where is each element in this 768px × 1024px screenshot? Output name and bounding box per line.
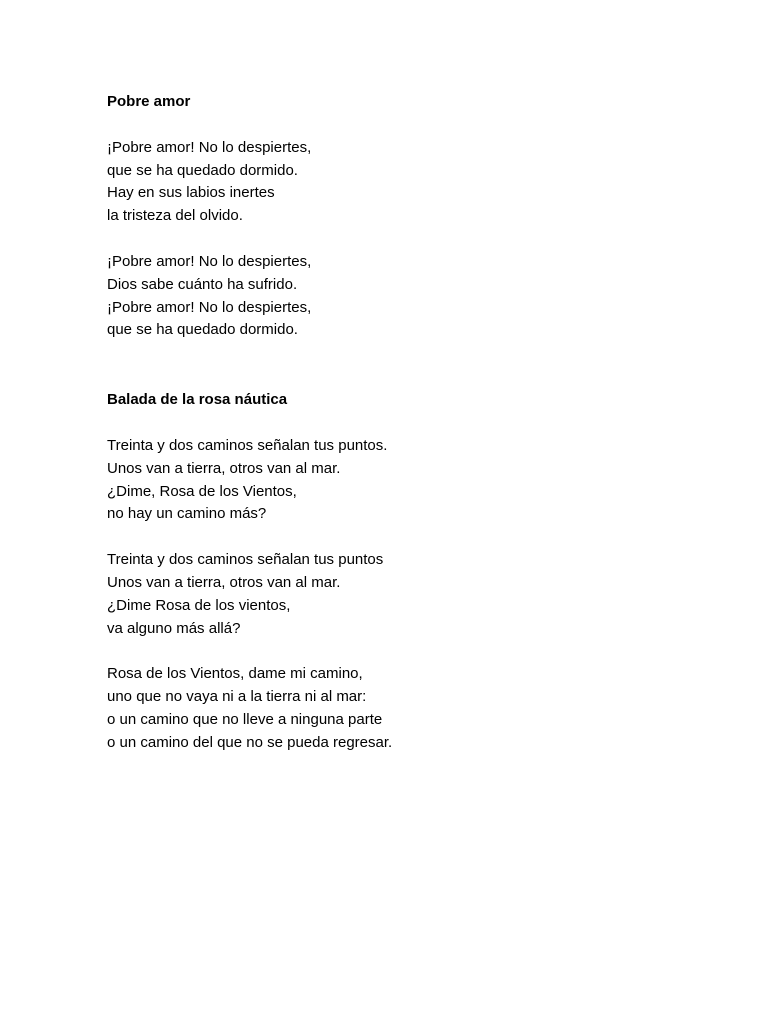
poem-line: ¿Dime Rosa de los vientos,: [107, 596, 291, 614]
poem-title: Pobre amor: [107, 93, 191, 110]
poem-line: ¿Dime, Rosa de los Vientos,: [107, 482, 297, 500]
poem-title: Balada de la rosa náutica: [107, 391, 288, 409]
poem-line: Treinta y dos caminos señalan tus puntos.: [107, 436, 388, 454]
poem-line: Unos van a tierra, otros van al mar.: [107, 573, 341, 591]
poem-line: Unos van a tierra, otros van al mar.: [107, 459, 341, 477]
poem-line: ¡Pobre amor! No lo despiertes,: [107, 138, 312, 156]
stanza: [107, 435, 727, 526]
document-page: [107, 91, 727, 755]
poem-pobre-amor: [107, 91, 727, 342]
poem-line: que se ha quedado dormido.: [107, 161, 298, 179]
poem-line: Hay en sus labios inertes: [107, 184, 275, 202]
poem-line: que se ha quedado dormido.: [107, 321, 298, 339]
poem-line: Dios sabe cuánto ha sufrido.: [107, 275, 298, 293]
poem-line: no hay un camino más?: [107, 505, 267, 523]
poem-line: va alguno más allá?: [107, 619, 241, 637]
poem-line: Treinta y dos caminos señalan tus puntos: [107, 551, 384, 569]
stanza: [107, 663, 727, 754]
poem-balada-rosa-nautica: [107, 389, 727, 754]
poem-line: o un camino que no lleve a ninguna parte: [107, 710, 383, 728]
poem-line: o un camino del que no se pueda regresar.: [107, 733, 393, 751]
poem-line: ¡Pobre amor! No lo despiertes,: [107, 252, 312, 270]
stanza: [107, 251, 727, 342]
poem-line: ¡Pobre amor! No lo despiertes,: [107, 298, 312, 316]
stanza: [107, 137, 727, 228]
poem-line: uno que no vaya ni a la tierra ni al mar:: [107, 688, 367, 706]
poem-line: la tristeza del olvido.: [107, 207, 243, 225]
poem-line: Rosa de los Vientos, dame mi camino,: [107, 665, 363, 683]
stanza: [107, 549, 727, 640]
